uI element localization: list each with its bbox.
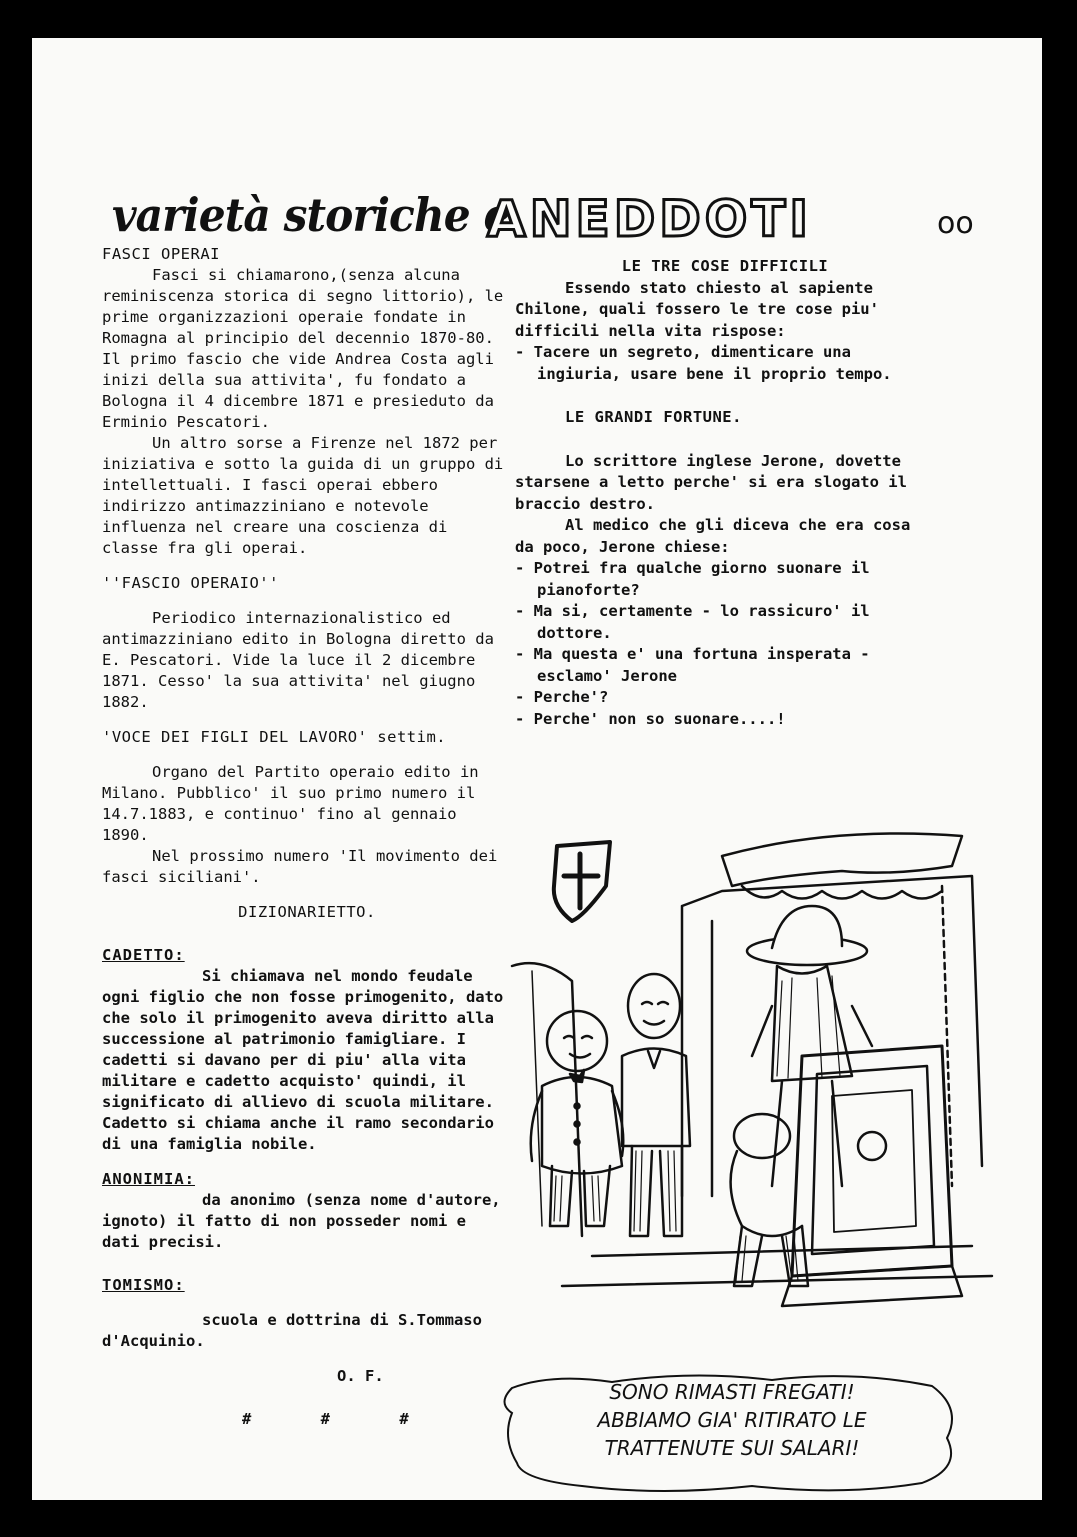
caption-line: SONO RIMASTI FREGATI! [609, 1380, 855, 1404]
heading-script: varietà storiche e [112, 188, 510, 242]
voce-heading: 'VOCE DEI FIGLI DEL LAVORO' settim. [102, 728, 447, 746]
dialogue-line: - Ma questa e' una fortuna insperata - esclamo' Jerone [515, 645, 870, 685]
fascio-operaio-heading: ''FASCIO OPERAIO'' [102, 574, 279, 592]
anonimia-definition: da anonimo (senza nome d'autore, ignoto) il fatto di non posseder nomi e dati precisi. [102, 1191, 501, 1251]
speech-bubble [512, 1374, 952, 1498]
end-marks: # # # [242, 1410, 439, 1428]
tre-cose-answer: - Tacere un segreto, dimenticare una ingiuria, usare bene il proprio tempo. [515, 343, 892, 383]
fascio-operaio-text: Periodico internazionalistico ed antimazziniano edito in Bologna diretto da E. Pescatori. Vide la luce il 2 dicembre 1871. Cesso' la sua attivita' nel giugno 1882. [102, 609, 494, 711]
grandi-fortune-heading: LE GRANDI FORTUNE. [565, 408, 742, 426]
signature: O. F. [337, 1367, 384, 1385]
dialogue-line: - Ma si, certamente - lo rassicuro' il dottore. [515, 602, 870, 642]
dialogue-line: - Perche'? [515, 688, 609, 706]
caption-line: ABBIAMO GIA' RITIRATO LE [597, 1408, 867, 1432]
tre-cose-heading: LE TRE COSE DIFFICILI [621, 257, 829, 275]
grandi-fortune-text-2: Al medico che gli diceva che era cosa da poco, Jerone chiese: [515, 516, 911, 556]
tre-cose-text: Essendo stato chiesto al sapiente Chilone, quali fossero le tre cose piu' difficili nella vita rispose: [515, 278, 879, 340]
tomismo-term: TOMISMO: [102, 1276, 185, 1294]
tomismo-definition: scuola e dottrina di S.Tommaso d'Acquinio. [102, 1311, 482, 1350]
cadetto-definition: Si chiamava nel mondo feudale ogni figlio che non fosse primogenito, dato che solo il primogenito aveva diritto alla successione al patrimonio famigliare. I cadetti si davano per di piu' alla vita militare e cadetto acquisto' quindi, il significato di allievo di scuola militare. Cadetto si chiama anche il ramo secondario di una famiglia nobile. [102, 967, 504, 1153]
fasci-operai-text-1: Fasci si chiamarono,(senza alcuna reminiscenza storica di segno littorio), le prime organizzazioni operaie fondate in Romagna al principio del decennio 1870-80. Il primo fascio che vide Andrea Costa agli inizi della sua attivita', fu fondato a Bologna il 4 dicembre 1871 e presieduto da Erminio Pescatori. [102, 266, 504, 431]
fasci-operai-text-2: Un altro sorse a Firenze nel 1872 per iniziativa e sotto la guida di un gruppo di intellettuali. I fasci operai ebbero indirizzo antimazziniano e notevole influenza nel creare una coscienza di classe fra gli operai. [102, 434, 504, 557]
caption-line: TRATTENUTE SUI SALARI! [604, 1436, 860, 1460]
heading-block-letters: ANEDDOTI [487, 190, 812, 248]
voce-text-2: Nel prossimo numero 'Il movimento dei fasci siciliani'. [102, 847, 498, 886]
anonimia-term: ANONIMIA: [102, 1170, 195, 1188]
dialogue-line: - Potrei fra qualche giorno suonare il pianoforte? [515, 559, 870, 599]
cadetto-term: CADETTO: [102, 946, 185, 964]
cartoon-illustration [472, 806, 1032, 1406]
document-page [32, 38, 1042, 1500]
dizionarietto-heading: DIZIONARIETTO. [238, 903, 376, 921]
heading-suffix: oo [937, 206, 974, 241]
fasci-operai-heading: FASCI OPERAI [102, 245, 220, 263]
left-column [102, 244, 512, 1430]
voce-text-1: Organo del Partito operaio edito in Milano. Pubblico' il suo primo numero il 14.7.1883, e continuo' fino al gennaio 1890. [102, 763, 479, 844]
right-column [515, 256, 935, 730]
grandi-fortune-text-1: Lo scrittore inglese Jerone, dovette starsene a letto perche' si era slogato il braccio destro. [515, 451, 907, 513]
dialogue-line: - Perche' non so suonare....! [515, 709, 786, 728]
